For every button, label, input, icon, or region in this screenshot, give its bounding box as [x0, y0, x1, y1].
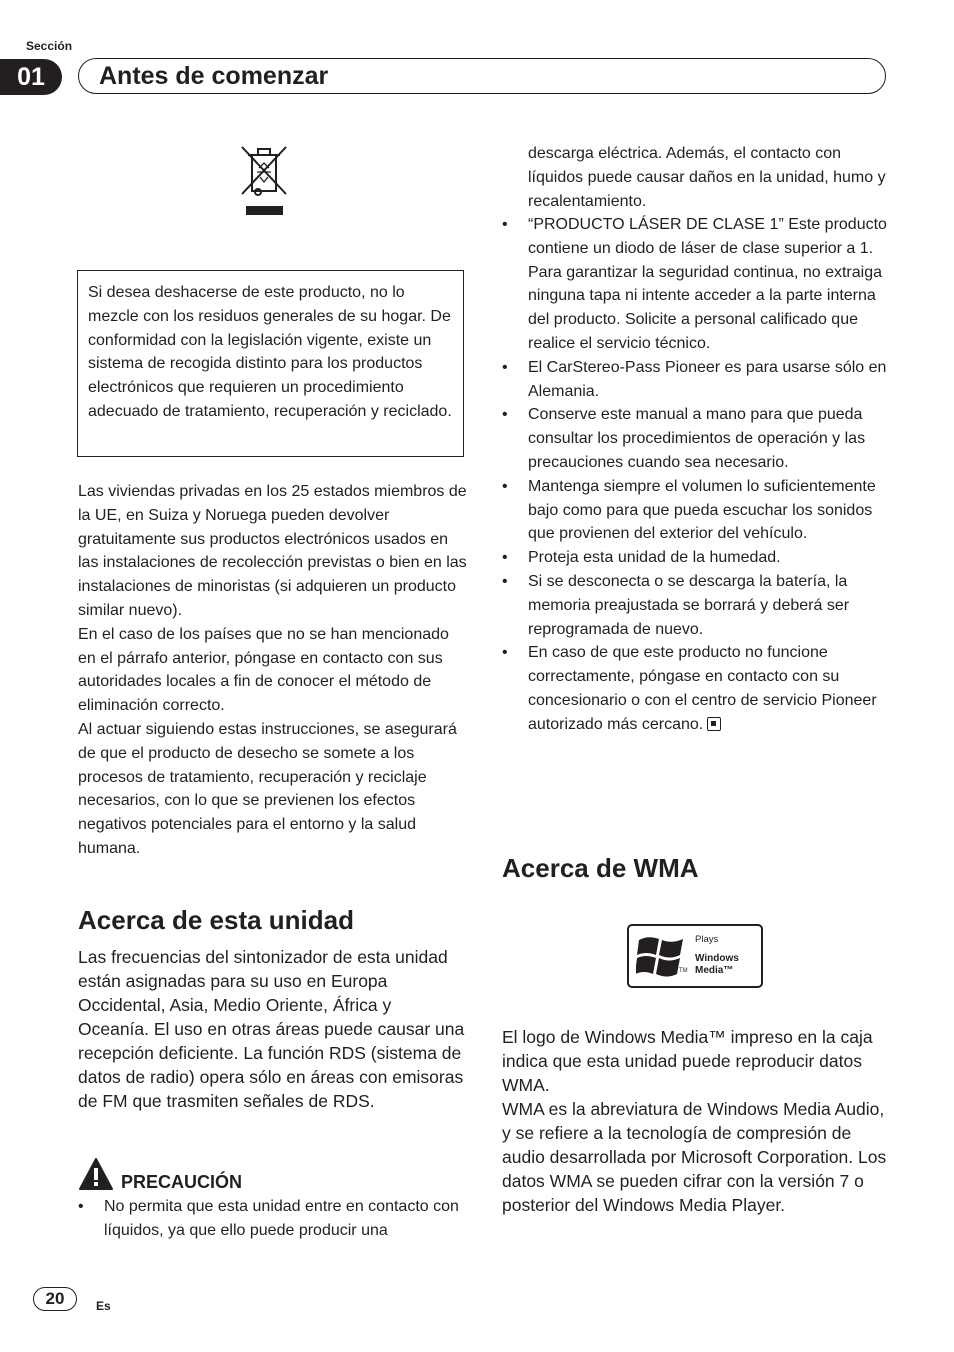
caution-bullet: • El CarStereo-Pass Pioneer es para usarse sólo en Alemania.: [502, 356, 894, 404]
disposal-paragraph: En el caso de los países que no se han mencionado en el párrafo anterior, póngase en contacto con sus autoridades locales a fin de conocer el método de eliminación correcto.: [78, 625, 449, 715]
disposal-notice-text: Si desea deshacerse de este producto, no lo mezcle con los residuos generales de su hogar. De conformidad con la legislación vigente, existe un sistema de recogida distinto para los productos electrónicos que requieren un procedimiento adecuado de tratamiento, recuperación y reciclado.: [88, 284, 452, 420]
caution-bullet-last: [502, 641, 894, 736]
caution-bullet: • Conserve este manual a mano para que pueda consultar los procedimientos de operación y las precauciones cuando sea necesario.: [502, 403, 894, 474]
language-code: Es: [96, 1299, 111, 1313]
section-header: [78, 58, 886, 94]
caution-bullet: • Mantenga siempre el volumen lo suficientemente bajo como para que pueda escuchar los sonidos que provienen del exterior del vehículo.: [502, 475, 894, 546]
wma-paragraph: WMA es la abreviatura de Windows Media Audio, y se refiere a la tecnología de compresión de audio desarrollada por Microsoft Corporation. Los datos WMA se pueden cifrar con la versión 7 o posterior del Windows Media Player.: [502, 1099, 887, 1215]
caution-bullet: • “PRODUCTO LÁSER DE CLASE 1” Este producto contiene un diodo de láser de clase superior a 1. Para garantizar la seguridad continua, no extraiga ninguna tapa ni intente acceder a la parte interna del producto. Solicite a personal calificado que realice el servicio técnico.: [502, 213, 894, 356]
crossed-out-wheelie-bin-icon: [238, 144, 290, 218]
caution-bullet-text: En caso de que este producto no funcione correctamente, póngase en contacto con su concesionario o con el centro de servicio Pioneer autorizado más cercano.: [528, 644, 877, 733]
disposal-paragraph: Las viviendas privadas en los 25 estados miembros de la UE, en Suiza y Noruega pueden devolver gratuitamente sus productos electrónicos usados en las instalaciones de recolección previstas o bien en las instalaciones de minoristas (si adquieren un producto similar nuevo).: [78, 483, 467, 619]
wma-heading: Acerca de WMA: [502, 853, 699, 883]
logo-tm: TM: [679, 968, 688, 974]
caution-bullets: [502, 213, 894, 737]
disposal-notice-box: [77, 270, 464, 457]
windows-media-logo: [627, 924, 763, 988]
unit-text: Las frecuencias del sintonizador de esta unidad están asignadas para su uso en Europa Occidental, Asia, Medio Oriente, África y Oceanía. El uso en otras áreas puede causar una recepción deficiente. La función RDS (sistema de datos de radio) opera sólo en áreas con emisoras de FM que trasmiten señales de RDS.: [78, 947, 465, 1111]
section-label: Sección: [26, 39, 73, 53]
wma-info: [502, 1025, 894, 1217]
caution-list: [78, 1195, 464, 1243]
unit-heading: Acerca de esta unidad: [78, 905, 354, 935]
section-title: Antes de comenzar: [99, 61, 329, 90]
logo-windows: Windows: [695, 953, 739, 964]
caution-bullet: • Proteja esta unidad de la humedad.: [502, 546, 894, 570]
caution-continued: descarga eléctrica. Además, el contacto con líquidos puede causar daños en la unidad, humo y recalentamiento.: [528, 145, 886, 210]
disposal-info: [78, 480, 468, 861]
section-number: 01: [0, 59, 62, 95]
caution-item: • No permita que esta unidad entre en contacto con líquidos, ya que ello puede producir una: [78, 1195, 464, 1243]
wma-paragraph: El logo de Windows Media™ impreso en la caja indica que esta unidad puede reproducir datos WMA.: [502, 1027, 873, 1095]
warning-triangle-icon: [78, 1157, 114, 1191]
disposal-paragraph: Al actuar siguiendo estas instrucciones, se asegurará de que el producto de desecho se somete a los procesos de tratamiento, recuperación y reciclaje necesarios, con lo que se previenen los efectos negativos potenciales para el entorno y la salud humana.: [78, 720, 457, 857]
caution-title: PRECAUCIÓN: [121, 1172, 243, 1192]
page-number: 20: [33, 1287, 77, 1311]
stop-mark-icon: [707, 717, 721, 731]
logo-media: Media™: [695, 965, 734, 976]
logo-plays: Plays: [695, 934, 719, 945]
caution-bullet: • Si se desconecta o se descarga la batería, la memoria preajustada se borrará y deberá ser reprogramada de nuevo.: [502, 570, 894, 641]
